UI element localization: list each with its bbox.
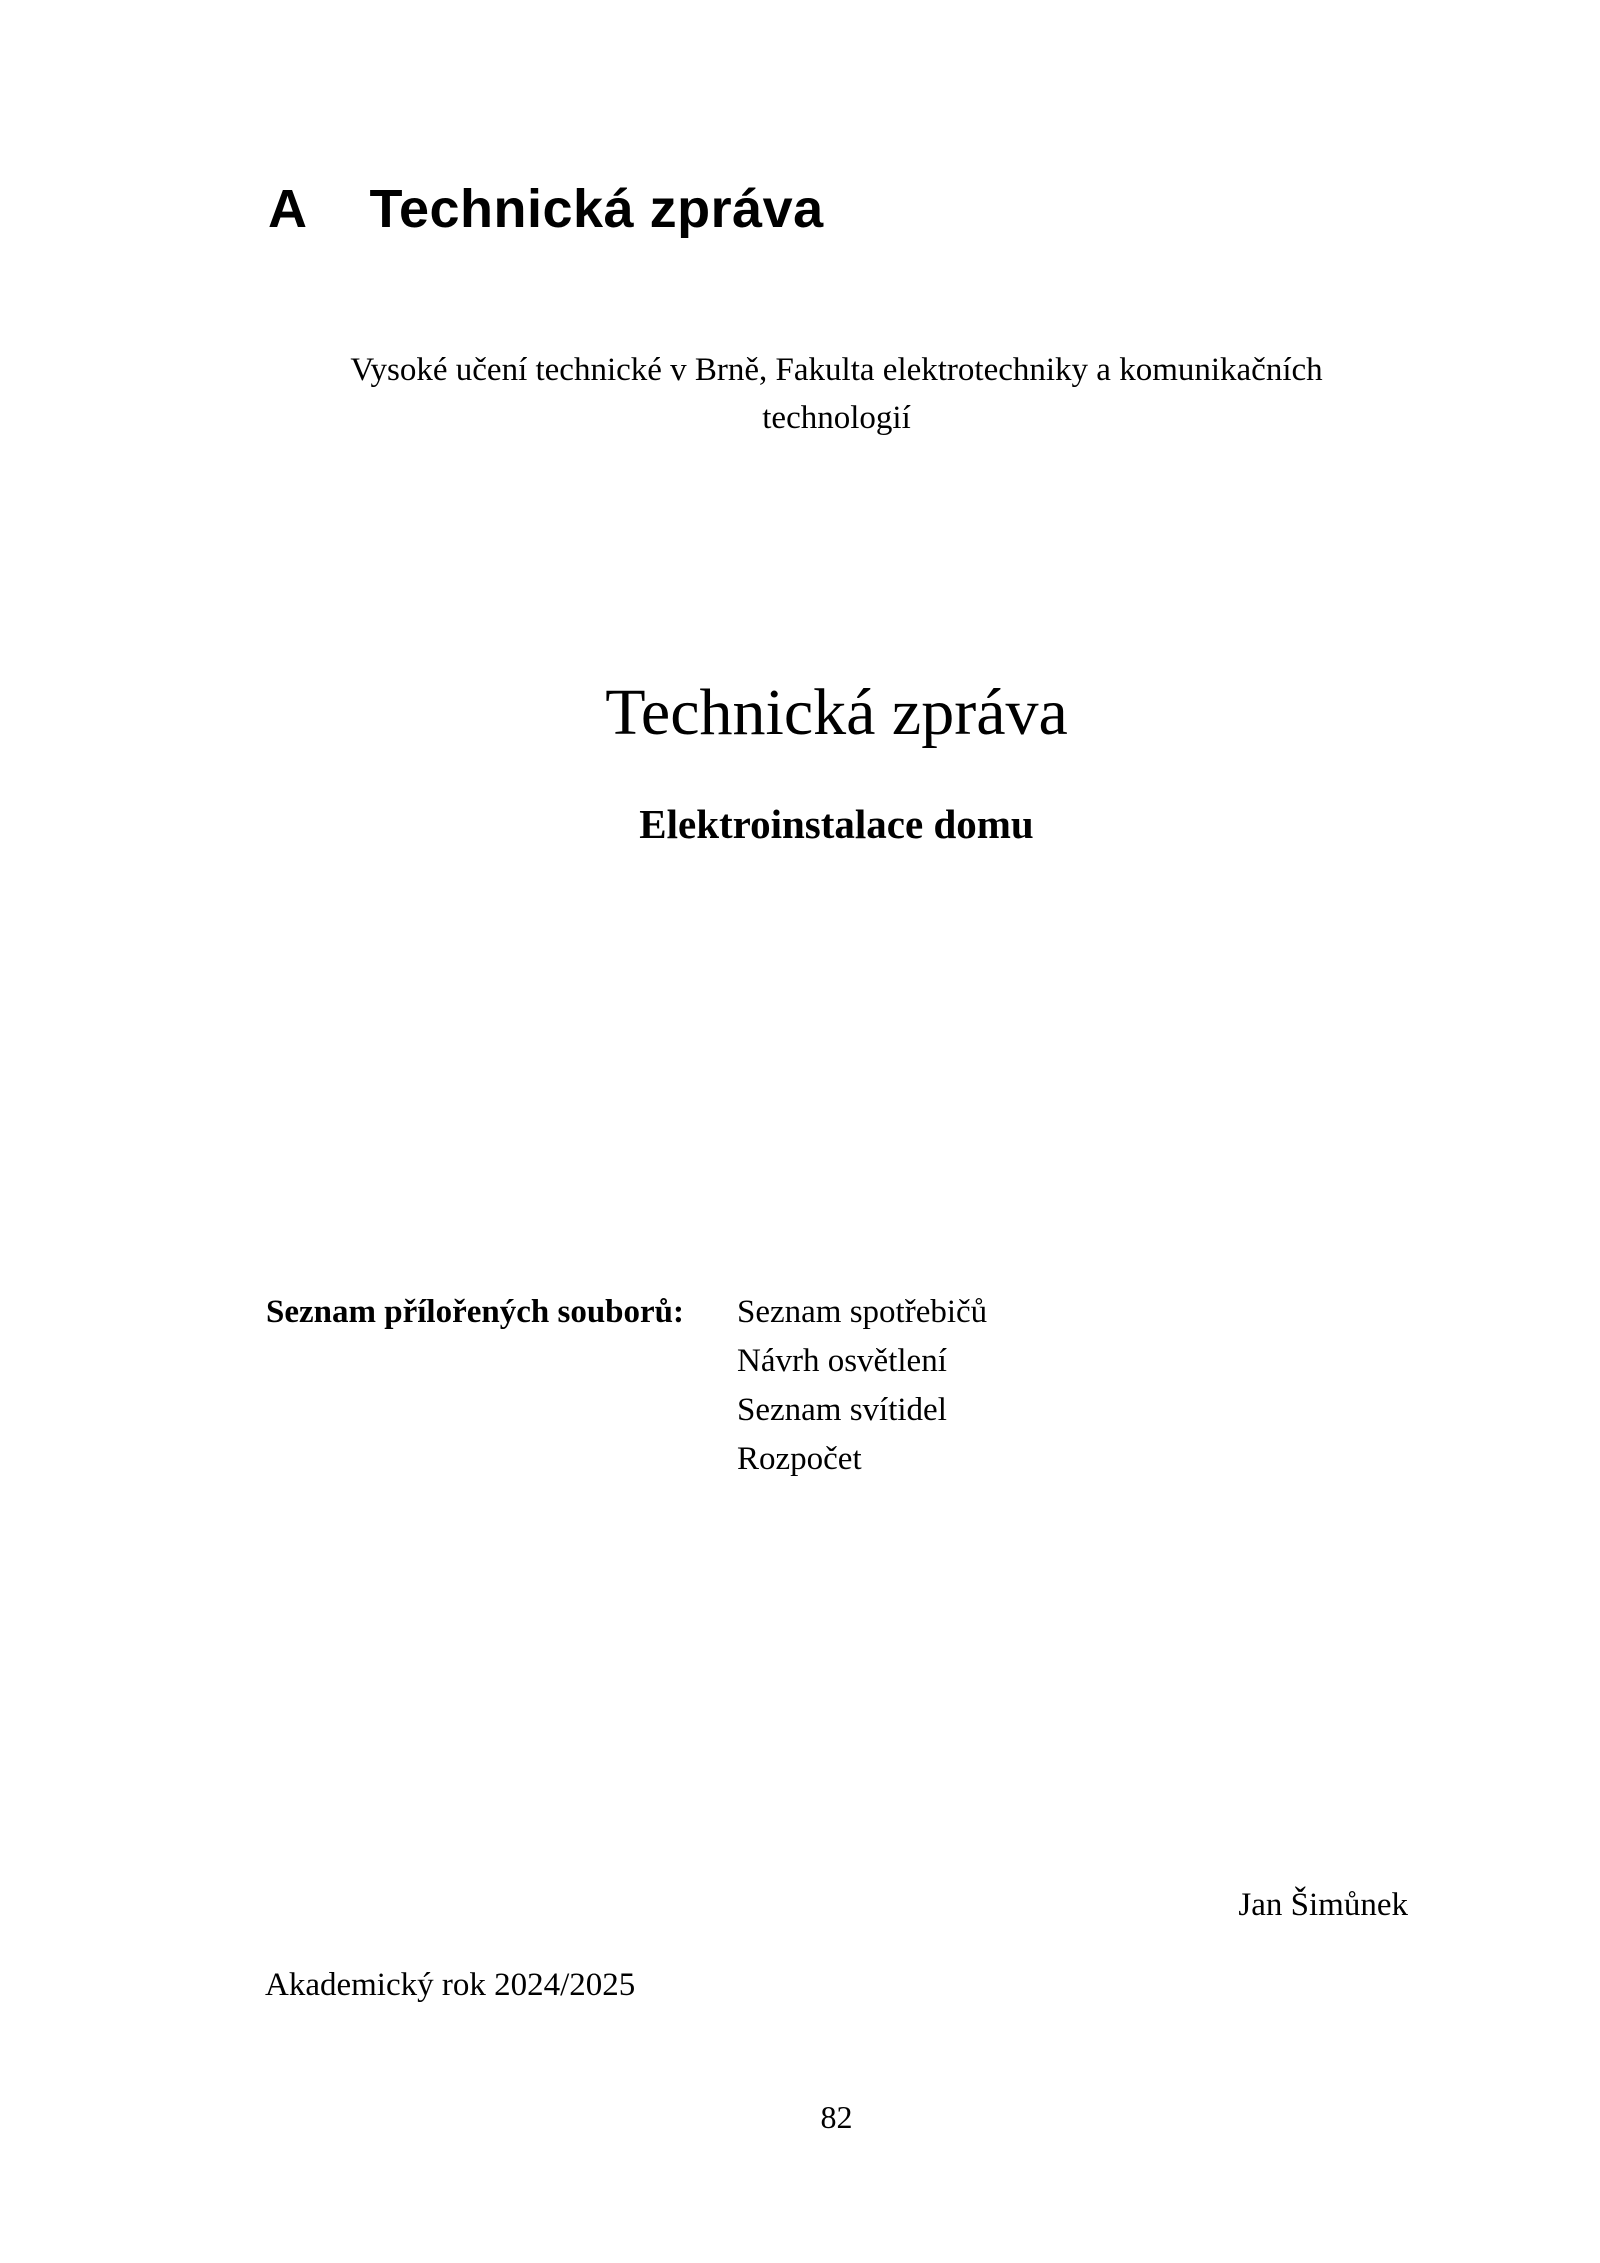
academic-year: Akademický rok 2024/2025: [265, 1967, 636, 2003]
attachments-list: [737, 1288, 987, 1484]
attachments-label: Seznam přílořených souborů:: [266, 1294, 685, 1330]
appendix-letter: A: [268, 179, 308, 239]
institution-line-2: technologií: [762, 400, 911, 436]
author-name: Jan Šimůnek: [1238, 1887, 1408, 1923]
attachment-item: Rozpočet: [737, 1441, 862, 1477]
document-title: Technická zpráva: [605, 676, 1068, 749]
institution-line-1: Vysoké učení technické v Brně, Fakulta elektrotechniky a komunikačních: [350, 352, 1323, 388]
appendix-title: Technická zpráva: [369, 179, 824, 239]
document-subtitle: Elektroinstalace domu: [639, 801, 1034, 847]
page-number: 82: [820, 2099, 853, 2135]
institution-name: [265, 346, 1408, 442]
attachment-item: Seznam spotřebičů: [737, 1294, 988, 1330]
appendix-heading: [268, 180, 824, 239]
attachment-item: Návrh osvětlení: [737, 1343, 947, 1379]
attachment-item: Seznam svítidel: [737, 1392, 947, 1428]
